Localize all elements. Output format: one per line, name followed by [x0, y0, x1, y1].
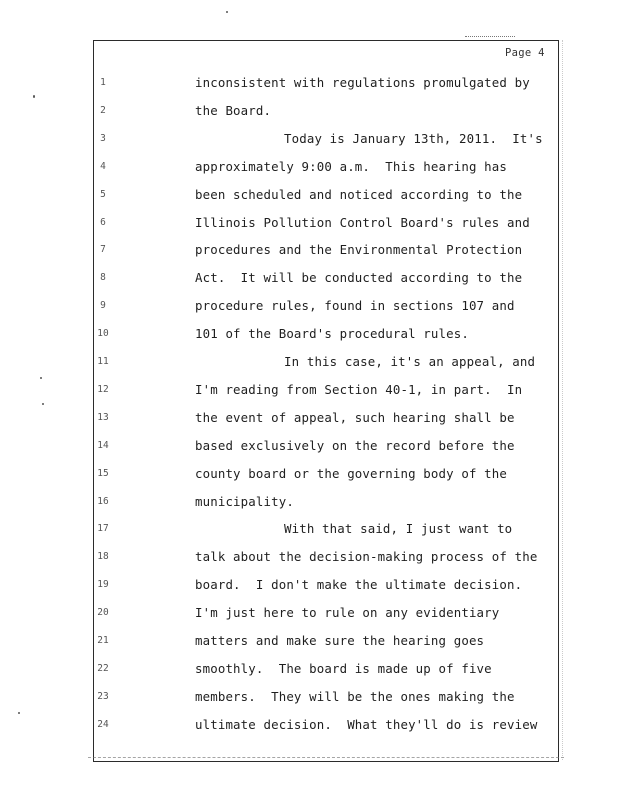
line-text: Illinois Pollution Control Board's rules and	[195, 214, 530, 230]
line-text: based exclusively on the record before the	[195, 437, 515, 453]
line-text: ultimate decision. What they'll do is review	[195, 716, 538, 732]
line-number: 12	[97, 383, 109, 395]
transcript-line	[0, 577, 618, 604]
transcript-line	[0, 494, 618, 521]
line-text: With that said, I just want to	[284, 521, 513, 537]
line-text: I'm just here to rule on any evidentiary	[195, 605, 500, 621]
line-text: the event of appeal, such hearing shall be	[195, 409, 515, 425]
transcript-line	[0, 438, 618, 465]
transcript-line	[0, 410, 618, 437]
line-number: 16	[97, 495, 109, 507]
transcript-line	[0, 75, 618, 102]
transcript-line	[0, 159, 618, 186]
line-number: 21	[97, 635, 109, 646]
transcript-line	[0, 242, 618, 269]
line-text: approximately 9:00 a.m. This hearing has	[195, 158, 508, 174]
scan-speck	[42, 403, 44, 405]
line-text: board. I don't make the ultimate decision.	[195, 577, 523, 593]
transcript-line	[0, 661, 618, 688]
line-text: smoothly. The board is made up of five	[195, 660, 492, 676]
line-text: matters and make sure the hearing goes	[195, 633, 485, 648]
transcript-line	[0, 354, 618, 381]
line-text: talk about the decision-making process of the	[195, 549, 538, 565]
line-number: 2	[100, 104, 106, 116]
scan-speck	[18, 712, 20, 714]
line-number: 11	[97, 356, 109, 367]
line-number: 4	[100, 160, 106, 172]
transcript-line	[0, 326, 618, 353]
line-number: 3	[100, 132, 106, 144]
transcript-line	[0, 131, 618, 158]
line-number: 24	[97, 718, 109, 730]
line-text: Act. It will be conducted according to the	[195, 270, 523, 286]
scan-mark	[465, 36, 515, 39]
line-text: county board or the governing body of the	[195, 465, 508, 481]
scan-noise-bottom	[88, 757, 564, 766]
transcript-line	[0, 521, 618, 548]
line-text: the Board.	[195, 102, 272, 118]
transcript-line	[0, 717, 618, 744]
line-text: municipality.	[195, 493, 294, 509]
transcript-line	[0, 187, 618, 214]
scan-speck	[226, 11, 228, 13]
transcript-line	[0, 466, 618, 493]
transcript-line	[0, 270, 618, 297]
line-text: In this case, it's an appeal, and	[284, 354, 536, 369]
line-number: 13	[97, 411, 109, 423]
line-number: 19	[97, 579, 109, 591]
line-number: 23	[97, 690, 109, 702]
line-number: 6	[100, 216, 106, 228]
line-number: 9	[100, 300, 106, 312]
line-number: 17	[97, 523, 109, 535]
transcript-line	[0, 298, 618, 325]
line-number: 7	[100, 244, 106, 256]
line-text: Today is January 13th, 2011. It's	[284, 130, 543, 146]
line-text: been scheduled and noticed according to the	[195, 186, 523, 202]
line-number: 20	[97, 607, 109, 619]
line-number: 18	[97, 551, 109, 563]
transcript-line	[0, 549, 618, 576]
transcript-line	[0, 382, 618, 409]
transcript-line	[0, 633, 618, 660]
line-number: 14	[97, 439, 109, 451]
scan-speck	[40, 377, 42, 379]
line-number: 1	[100, 77, 106, 88]
line-text: 101 of the Board's procedural rules.	[195, 326, 469, 342]
line-text: procedure rules, found in sections 107 and	[195, 298, 515, 314]
line-number: 8	[100, 272, 106, 284]
line-number: 5	[100, 188, 106, 200]
scan-speck	[33, 95, 35, 98]
line-number: 22	[97, 662, 109, 674]
line-number: 15	[97, 467, 109, 479]
transcript-line	[0, 103, 618, 130]
line-text: inconsistent with regulations promulgated by	[195, 75, 530, 90]
line-text: procedures and the Environmental Protection	[195, 242, 523, 258]
transcript-line	[0, 605, 618, 632]
line-text: members. They will be the ones making the	[195, 688, 515, 704]
line-number: 10	[97, 328, 109, 340]
transcript-line	[0, 689, 618, 716]
page-number: Page 4	[505, 47, 545, 59]
transcript-line	[0, 215, 618, 242]
line-text: I'm reading from Section 40-1, in part. In	[195, 381, 523, 397]
